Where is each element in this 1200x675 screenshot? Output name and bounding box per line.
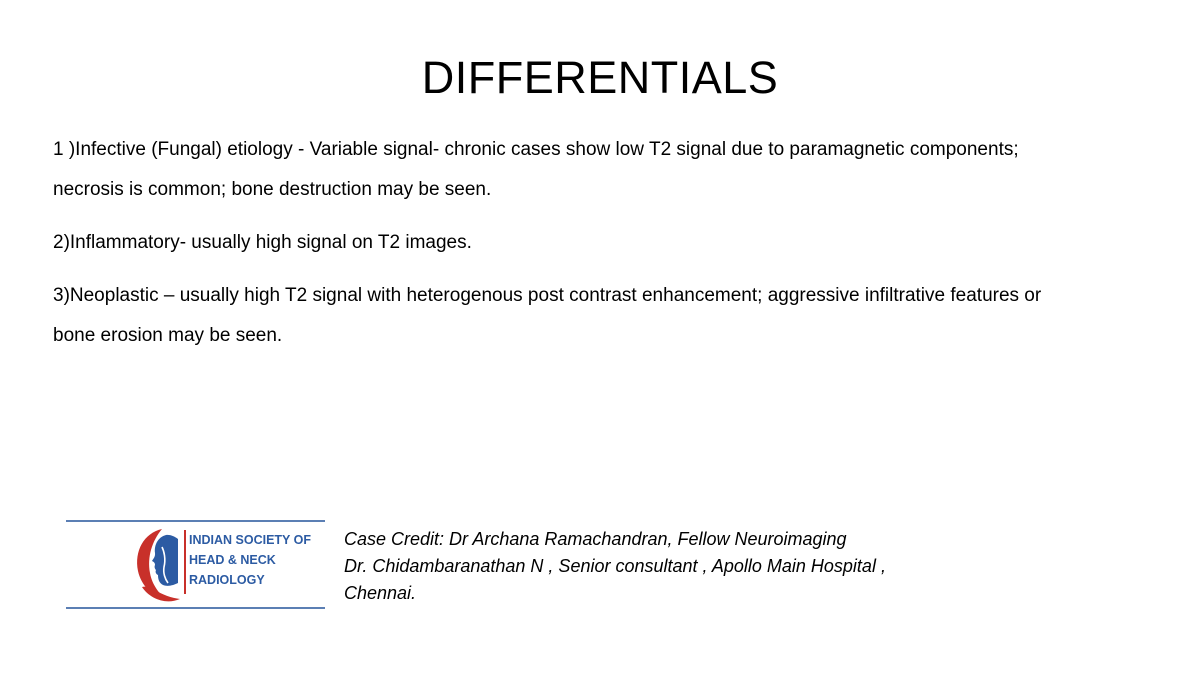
slide-body: [53, 130, 1163, 369]
paragraph-line: 2)Inflammatory- usually high signal on T2 images.: [53, 232, 472, 253]
logo-top-rule: [66, 520, 325, 522]
differential-item-infective: [53, 130, 1163, 210]
logo-line: HEAD & NECK: [189, 553, 276, 567]
society-logo: [66, 520, 325, 609]
logo-text: [189, 530, 311, 590]
differential-item-neoplastic: [53, 276, 1163, 356]
logo-divider-bar: [184, 530, 186, 594]
head-silhouette-emblem-icon: [132, 525, 184, 605]
paragraph-line: 1 )Infective (Fungal) etiology - Variable signal- chronic cases show low T2 signal due to paramagnetic components;: [53, 139, 1019, 160]
logo-line: RADIOLOGY: [189, 573, 265, 587]
paragraph-line: 3)Neoplastic – usually high T2 signal with heterogenous post contrast enhancement; aggressive infiltrative features or: [53, 285, 1042, 306]
differential-item-inflammatory: [53, 223, 1163, 263]
paragraph-line: bone erosion may be seen.: [53, 325, 283, 346]
logo-bottom-rule: [66, 607, 325, 609]
paragraph-line: necrosis is common; bone destruction may be seen.: [53, 179, 492, 200]
credit-line: Chennai.: [344, 583, 417, 603]
case-credit: [344, 526, 984, 607]
credit-line: Case Credit: Dr Archana Ramachandran, Fellow Neuroimaging: [344, 529, 847, 549]
logo-line: INDIAN SOCIETY OF: [189, 533, 312, 547]
credit-line: Dr. Chidambaranathan N , Senior consultant , Apollo Main Hospital ,: [344, 556, 886, 576]
slide-title: DIFFERENTIALS: [421, 52, 779, 103]
